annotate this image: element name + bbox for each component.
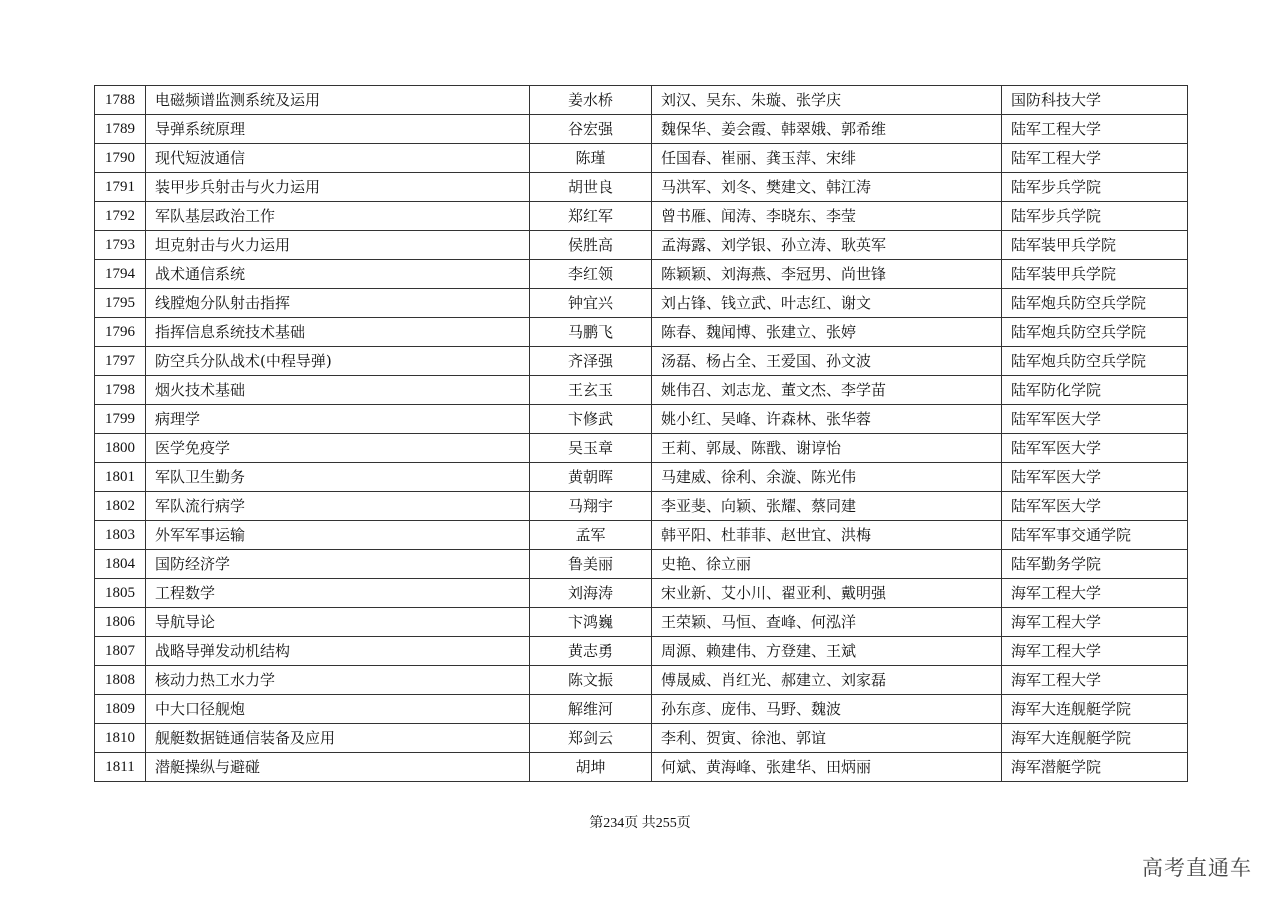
row-number: 1805: [95, 579, 146, 608]
row-number: 1792: [95, 202, 146, 231]
school-name: 陆军步兵学院: [1002, 173, 1188, 202]
row-number: 1806: [95, 608, 146, 637]
team-members: 王荣颖、马恒、查峰、何泓洋: [652, 608, 1002, 637]
team-members: 刘占锋、钱立武、叶志红、谢文: [652, 289, 1002, 318]
team-members: 姚小红、吴峰、许森林、张华蓉: [652, 405, 1002, 434]
school-name: 陆军炮兵防空兵学院: [1002, 318, 1188, 347]
table-row: [95, 347, 1188, 376]
table-row: [95, 724, 1188, 753]
course-lead: 侯胜高: [530, 231, 652, 260]
table-row: [95, 550, 1188, 579]
course-lead: 黄朝晖: [530, 463, 652, 492]
team-members: 傅晟威、肖红光、郝建立、刘家磊: [652, 666, 1002, 695]
course-name: 工程数学: [146, 579, 530, 608]
row-number: 1811: [95, 753, 146, 782]
table-row: [95, 753, 1188, 782]
team-members: 孙东彦、庞伟、马野、魏波: [652, 695, 1002, 724]
table-row: [95, 666, 1188, 695]
course-lead: 卞修武: [530, 405, 652, 434]
team-members: 姚伟召、刘志龙、董文杰、李学苗: [652, 376, 1002, 405]
table-row: [95, 115, 1188, 144]
team-members: 陈颖颖、刘海燕、李冠男、尚世锋: [652, 260, 1002, 289]
course-name: 导航导论: [146, 608, 530, 637]
page-number: 第234页 共255页: [589, 816, 691, 831]
table-row: [95, 144, 1188, 173]
row-number: 1803: [95, 521, 146, 550]
table-row: [95, 695, 1188, 724]
course-lead: 吴玉章: [530, 434, 652, 463]
table-row: [95, 376, 1188, 405]
table-row: [95, 434, 1188, 463]
table-row: [95, 463, 1188, 492]
table-row: [95, 260, 1188, 289]
course-name: 国防经济学: [146, 550, 530, 579]
course-lead: 马翔宇: [530, 492, 652, 521]
team-members: 李亚斐、向颖、张耀、蔡同建: [652, 492, 1002, 521]
course-lead: 姜水桥: [530, 86, 652, 115]
course-name: 战略导弹发动机结构: [146, 637, 530, 666]
course-name: 战术通信系统: [146, 260, 530, 289]
row-number: 1809: [95, 695, 146, 724]
table-row: [95, 231, 1188, 260]
course-lead: 李红领: [530, 260, 652, 289]
row-number: 1801: [95, 463, 146, 492]
course-lead: 胡世良: [530, 173, 652, 202]
course-lead: 齐泽强: [530, 347, 652, 376]
school-name: 陆军军医大学: [1002, 492, 1188, 521]
table-row: [95, 521, 1188, 550]
school-name: 海军工程大学: [1002, 637, 1188, 666]
school-name: 陆军军医大学: [1002, 434, 1188, 463]
course-name: 军队基层政治工作: [146, 202, 530, 231]
course-lead: 陈瑾: [530, 144, 652, 173]
team-members: 周源、赖建伟、方登建、王斌: [652, 637, 1002, 666]
team-members: 韩平阳、杜菲菲、赵世宜、洪梅: [652, 521, 1002, 550]
table-row: [95, 86, 1188, 115]
course-name: 军队流行病学: [146, 492, 530, 521]
course-name: 现代短波通信: [146, 144, 530, 173]
school-name: 陆军军医大学: [1002, 405, 1188, 434]
school-name: 陆军炮兵防空兵学院: [1002, 289, 1188, 318]
course-lead: 胡坤: [530, 753, 652, 782]
row-number: 1800: [95, 434, 146, 463]
course-lead: 王玄玉: [530, 376, 652, 405]
team-members: 宋业新、艾小川、翟亚利、戴明强: [652, 579, 1002, 608]
table-row: [95, 318, 1188, 347]
team-members: 王莉、郭晟、陈戬、谢谆怡: [652, 434, 1002, 463]
course-lead: 陈文振: [530, 666, 652, 695]
school-name: 海军大连舰艇学院: [1002, 695, 1188, 724]
team-members: 孟海露、刘学银、孙立涛、耿英军: [652, 231, 1002, 260]
school-name: 海军工程大学: [1002, 579, 1188, 608]
row-number: 1791: [95, 173, 146, 202]
course-name: 烟火技术基础: [146, 376, 530, 405]
team-members: 马洪军、刘冬、樊建文、韩江涛: [652, 173, 1002, 202]
team-members: 史艳、徐立丽: [652, 550, 1002, 579]
course-lead: 黄志勇: [530, 637, 652, 666]
school-name: 陆军步兵学院: [1002, 202, 1188, 231]
school-name: 陆军军事交通学院: [1002, 521, 1188, 550]
row-number: 1797: [95, 347, 146, 376]
school-name: 陆军军医大学: [1002, 463, 1188, 492]
row-number: 1795: [95, 289, 146, 318]
course-lead: 刘海涛: [530, 579, 652, 608]
course-name: 病理学: [146, 405, 530, 434]
table-row: [95, 202, 1188, 231]
course-name: 潜艇操纵与避碰: [146, 753, 530, 782]
course-lead: 马鹏飞: [530, 318, 652, 347]
table-row: [95, 579, 1188, 608]
school-name: 海军大连舰艇学院: [1002, 724, 1188, 753]
row-number: 1788: [95, 86, 146, 115]
table-body: [95, 86, 1188, 782]
row-number: 1793: [95, 231, 146, 260]
row-number: 1796: [95, 318, 146, 347]
row-number: 1798: [95, 376, 146, 405]
course-table: [94, 85, 1188, 782]
row-number: 1794: [95, 260, 146, 289]
course-name: 军队卫生勤务: [146, 463, 530, 492]
course-lead: 钟宜兴: [530, 289, 652, 318]
team-members: 马建威、徐利、余漩、陈光伟: [652, 463, 1002, 492]
course-name: 坦克射击与火力运用: [146, 231, 530, 260]
table-row: [95, 405, 1188, 434]
course-name: 核动力热工水力学: [146, 666, 530, 695]
course-lead: 鲁美丽: [530, 550, 652, 579]
row-number: 1807: [95, 637, 146, 666]
row-number: 1804: [95, 550, 146, 579]
school-name: 陆军工程大学: [1002, 115, 1188, 144]
school-name: 海军工程大学: [1002, 666, 1188, 695]
course-name: 舰艇数据链通信装备及应用: [146, 724, 530, 753]
watermark-logo: 高考直通车: [1142, 856, 1252, 880]
table-row: [95, 637, 1188, 666]
team-members: 李利、贺寅、徐池、郭谊: [652, 724, 1002, 753]
team-members: 曾书雁、闻涛、李晓东、李莹: [652, 202, 1002, 231]
team-members: 魏保华、姜会霞、韩翠娥、郭希维: [652, 115, 1002, 144]
table-row: [95, 608, 1188, 637]
team-members: 任国春、崔丽、龚玉萍、宋绯: [652, 144, 1002, 173]
school-name: 陆军装甲兵学院: [1002, 231, 1188, 260]
team-members: 何斌、黄海峰、张建华、田炳丽: [652, 753, 1002, 782]
team-members: 刘汉、吴东、朱璇、张学庆: [652, 86, 1002, 115]
course-name: 线膛炮分队射击指挥: [146, 289, 530, 318]
table-row: [95, 492, 1188, 521]
course-name: 装甲步兵射击与火力运用: [146, 173, 530, 202]
row-number: 1790: [95, 144, 146, 173]
school-name: 海军工程大学: [1002, 608, 1188, 637]
row-number: 1799: [95, 405, 146, 434]
school-name: 陆军炮兵防空兵学院: [1002, 347, 1188, 376]
course-name: 外军军事运输: [146, 521, 530, 550]
school-name: 陆军装甲兵学院: [1002, 260, 1188, 289]
course-name: 导弹系统原理: [146, 115, 530, 144]
course-name: 指挥信息系统技术基础: [146, 318, 530, 347]
course-lead: 郑剑云: [530, 724, 652, 753]
team-members: 汤磊、杨占全、王爱国、孙文波: [652, 347, 1002, 376]
course-lead: 卞鸿巍: [530, 608, 652, 637]
row-number: 1802: [95, 492, 146, 521]
table-row: [95, 289, 1188, 318]
school-name: 陆军工程大学: [1002, 144, 1188, 173]
course-name: 医学免疫学: [146, 434, 530, 463]
team-members: 陈春、魏闻博、张建立、张婷: [652, 318, 1002, 347]
school-name: 国防科技大学: [1002, 86, 1188, 115]
course-name: 防空兵分队战术(中程导弹): [146, 347, 530, 376]
table-row: [95, 173, 1188, 202]
course-lead: 谷宏强: [530, 115, 652, 144]
school-name: 海军潜艇学院: [1002, 753, 1188, 782]
row-number: 1808: [95, 666, 146, 695]
school-name: 陆军勤务学院: [1002, 550, 1188, 579]
school-name: 陆军防化学院: [1002, 376, 1188, 405]
course-name: 电磁频谱监测系统及运用: [146, 86, 530, 115]
course-lead: 解维河: [530, 695, 652, 724]
course-name: 中大口径舰炮: [146, 695, 530, 724]
row-number: 1789: [95, 115, 146, 144]
course-lead: 郑红军: [530, 202, 652, 231]
course-lead: 孟军: [530, 521, 652, 550]
row-number: 1810: [95, 724, 146, 753]
